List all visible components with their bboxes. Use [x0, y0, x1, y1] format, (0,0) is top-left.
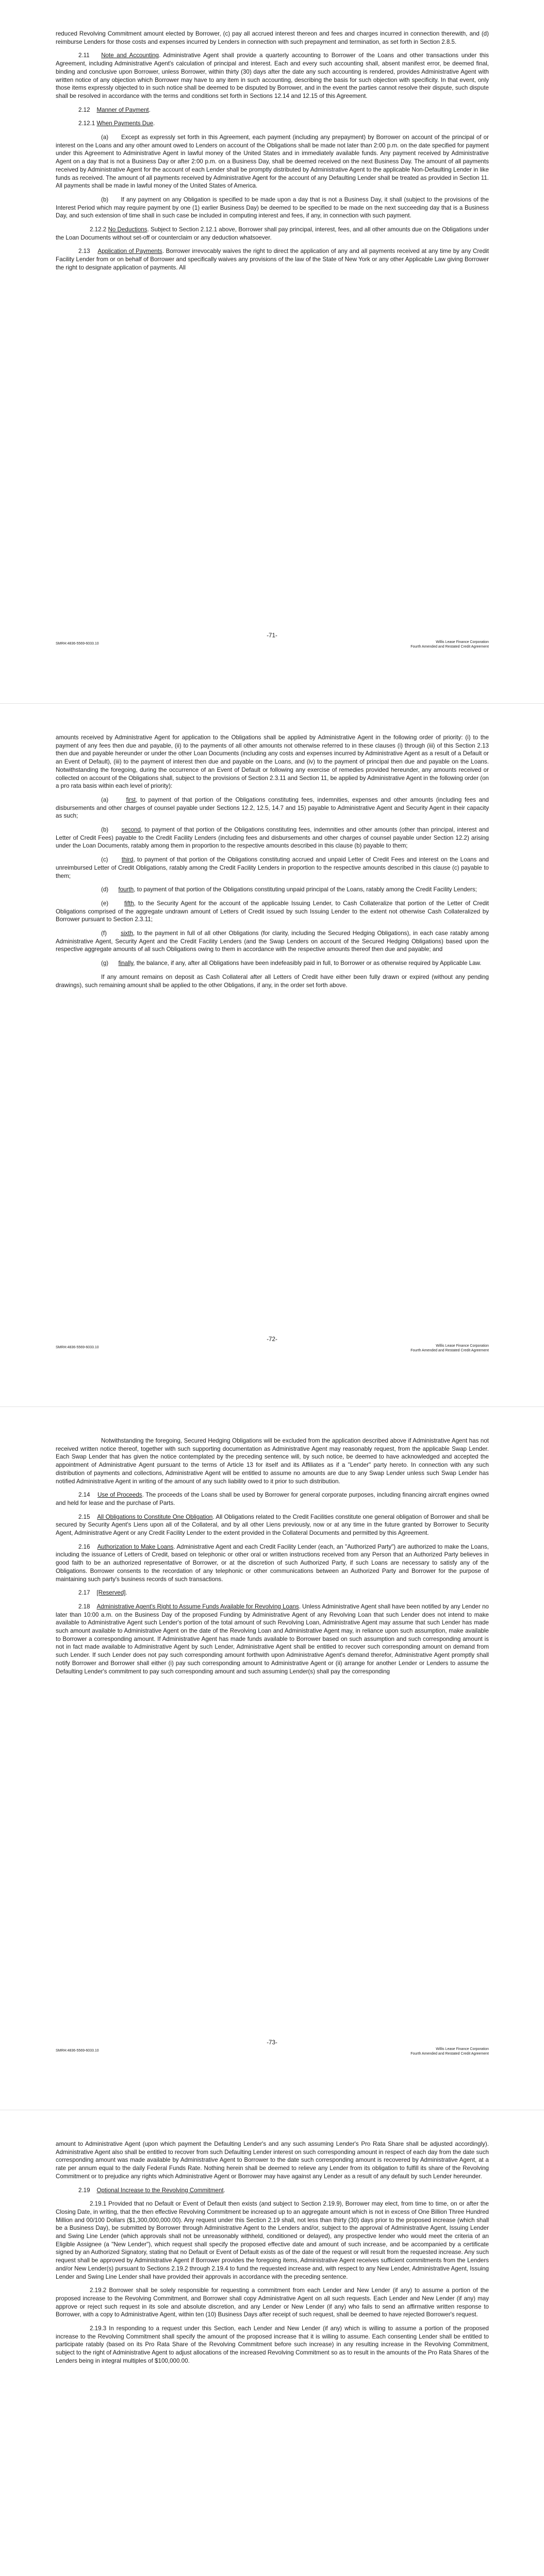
section-number: 2.12 [78, 106, 90, 113]
clause-text: , to the payment in full of all other Obligations (for clarity, including the Secured Hedging Obligations), in each case ratably among Administrative Agent, Security Agent and the Credit Facility Lenders (and the Swap Lenders on account of the Secured Hedging Obligations) based upon the respective aggregate amounts of all such Obligations owing to them in accordance with the respective amounts thereof then due and payable; and [56, 930, 489, 953]
section-number: 2.16 [78, 1543, 90, 1550]
footer-agreement: Fourth Amended and Restated Credit Agreement [410, 1349, 489, 1352]
clause-heading: fourth [118, 886, 134, 893]
section-text: . Administrative Agent and each Credit Facility Lender (each, an "Authorized Party") are authorized to make the Loans, including the issuance of Letters of Credit, based on telephonic or other oral or written instructions received from any Person that an Authorized Party believes in good faith to be an authorized representative of Borrower, or at the discretion of such Authorized Party, if such Loans are necessary to satisfy any of the Obligations. Borrower consents to the recordation of any telephonic or other communications between an Authorized Party and Borrower for the purpose of maintaining such party's business records of such transactions. [56, 1543, 489, 1583]
clause-text: , the balance, if any, after all Obligations have been indefeasibly paid in full, to Borrower or as otherwise required by Applicable Law. [133, 960, 482, 967]
clause-heading: second [121, 826, 141, 834]
document-page [0, 703, 544, 1407]
page-body [56, 30, 489, 278]
section-text: . [125, 1589, 127, 1597]
section-text: . [153, 120, 155, 127]
clause-b [56, 826, 489, 850]
document-page [0, 0, 544, 703]
section-text: In responding to a request under this Section, each Lender and New Lender (if any) which is willing to assume a portion of the proposed increase to the Revolving Commitment shall specify the amount of the proposed increase that it is willing to assume. Each consenting Lender shall be entitled to participate ratably (based on its Pro Rata Share of the Revolving Commitment before such increase) in any resulting increase in the Revolving Commitment, subject to the right of Administrative Agent to adjust allocations of the increased Revolving Commitment so as to result in the amounts of the Pro Rata Shares of the Lenders being in integral multiples of $100,000.00. [56, 2325, 489, 2364]
paragraph-text: Notwithstanding the foregoing, Secured Hedging Obligations will be excluded from the application described above if Administrative Agent has not received written notice thereof, together with such supporting documentation as Administrative Agent may reasonably request, from the applicable Swap Lender. Each Swap Lender that has given the notice contemplated by the preceding sentence will, by such notice, be deemed to have acknowledged and accepted the appointment of Administrative Agent pursuant to the terms of Article 13 for itself and its Affiliates as if a "Lender" party hereto. In connection with any such distribution of payments and collections, Administrative Agent will be entitled to assume no amounts are due to any Swap Lender unless such Swap Lender has notified Administrative Agent in writing of the amount of any such liability owed to it prior to such distribution. [56, 1437, 489, 1485]
section-2-12-1 [56, 120, 489, 128]
clause-number: (d) [101, 886, 109, 893]
footer-document-title [410, 2047, 489, 2056]
section-2-19-1 [56, 2200, 489, 2281]
page-number: -72- [267, 1336, 277, 1343]
clause-number: (g) [101, 960, 109, 967]
clause-heading: finally [118, 960, 134, 967]
section-heading: Use of Proceeds [97, 1492, 142, 1499]
section-heading: All Obligations to Constitute One Obligation [97, 1513, 213, 1520]
section-heading: No Deductions [108, 226, 147, 233]
paragraph-text: amount to Administrative Agent (upon which payment the Defaulting Lender's and any such assuming Lender's Pro Rata Share shall be adjusted accordingly). Administrative Agent also shall be entitled to recover from such Defaulting Lender interest on such corresponding amount in respect of each day from the date such corresponding amount was made available by Administrative Agent to Borrower to the date such corresponding amount is recovered by Administrative Agent, at a rate per annum equal to the daily Federal Funds Rate. Nothing herein shall be deemed to relieve any Lender from its obligation to fulfill its share of the Revolving Commitment or to prejudice any rights which Administrative Agent or Borrower may have against any Lender as a result of any default by such Lender hereunder. [56, 2141, 489, 2180]
section-text: . [223, 2187, 225, 2194]
section-2-11 [56, 52, 489, 100]
clause-text: If any payment on any Obligation is specified to be made upon a day that is not a Business Day, it shall (subject to the provisions of the Interest Period which may require payment by one (1) earlier Business Day) be deemed to be specified to be made on the next succeeding day that is a Business Day, and such extension of time shall in such case be included in computing interest and fees, if any, in connection with such payment. [56, 196, 489, 219]
clause-number: (e) [101, 900, 109, 907]
clause-heading: sixth [121, 930, 133, 937]
paragraph [56, 1437, 489, 1485]
document-id: SMRH:4836-5569-6033.10 [56, 1346, 99, 1349]
footer-company: Willis Lease Finance Corporation [436, 2047, 489, 2051]
section-number: 2.17 [78, 1589, 90, 1597]
section-heading: Administrative Agent's Right to Assume Funds Available for Revolving Loans [96, 1603, 299, 1610]
section-number: 2.19.2 [90, 2287, 107, 2294]
section-2-17 [56, 1589, 489, 1597]
clause-heading: first [126, 796, 136, 803]
paragraph-text: amounts received by Administrative Agent for application to the Obligations shall be applied by Administrative Agent in the following order of priority: (i) to the payment of any fees then due and payable, (ii) to the payments of all other amounts not otherwise referred to in these clauses (i) through (iii) of this Section 2.13 then due and payable hereunder or under the other Loan Documents (including any costs and expenses incurred by Administrative Agent as a result of a Default or an Event of Default), (iii) to the payment of interest then due and payable on the Loans, and (iv) to the payment of principal then due and payable on the Loans. Notwithstanding the foregoing, during the occurrence of an Event of Default or following any exercise of remedies provided hereunder, any amounts received or collected on account of the Obligations shall, subject to the provisions of Section 2.3.11 and Section 11, be applied by Administrative Agent in the following order (on a pro rata basis within each level of priority): [56, 734, 489, 790]
section-heading: Application of Payments [97, 248, 162, 255]
clause-number: (c) [101, 856, 108, 863]
section-heading: Manner of Payment [96, 106, 149, 113]
section-2-19-2 [56, 2286, 489, 2319]
section-text: . All Obligations related to the Credit Facilities constitute one general obligation of Borrower and shall be secured by Security Agent's Liens upon all of the Collateral, and by all other Liens previously, now or at any time in the future granted by Borrower to Security Agent, Administrative Agent or any Credit Facility Lender to the extent provided in the Collateral Documents and permitted by this Agreement. [56, 1513, 489, 1537]
clause-a [56, 796, 489, 820]
section-number: 2.19.3 [90, 2325, 107, 2332]
footer-document-title [410, 640, 489, 649]
clause-text: , to payment of that portion of the Obligations constituting accrued and unpaid Letter of Credit Fees and interest on the Loans and unreimbursed Letter of Credit Obligations, ratably among the Credit Facility Lenders in proportion to the respective amounts described in this clause (c) payable to them; [56, 856, 489, 879]
section-heading: When Payments Due [96, 120, 154, 127]
paragraph [56, 2140, 489, 2181]
section-text: . Unless Administrative Agent shall have been notified by any Lender no later than 10:00 a.m. on the Business Day of the proposed Funding by Administrative Agent of any Revolving Loan that such Lender does not intend to make available to Administrative Agent such Lender's portion of the total amount of such Revolving Loan, Administrative Agent may assume that such Lender has made such amount available to Administrative Agent on the date of the Revolving Loan and Administrative Agent may, in reliance upon such assumption, make available to Borrower a corresponding amount. If Administrative Agent has made funds available to Borrower based on such assumption and such corresponding amount is not in fact made available to Administrative Agent by such Lender, Administrative Agent shall be entitled to recover such corresponding amount on demand from such Lender. If such Lender does not pay such corresponding amount forthwith upon Administrative Agent's demand therefor, Administrative Agent promptly shall notify Borrower and Borrower shall either (i) pay such corresponding amount to Administrative Agent or (ii) arrange for another Lender or Lenders to assume the Defaulting Lender's commitment to pay such corresponding amount and such assuming Lender(s) shall pay the corresponding [56, 1603, 489, 1675]
page-number: -71- [267, 632, 277, 639]
section-number: 2.12.1 [78, 120, 95, 127]
footer-company: Willis Lease Finance Corporation [436, 640, 489, 644]
clause-d [56, 886, 489, 894]
section-heading: Authorization to Make Loans [97, 1543, 174, 1550]
clause-number: (a) [101, 796, 109, 803]
paragraph [56, 734, 489, 790]
clause-f [56, 929, 489, 954]
page-body [56, 1437, 489, 1681]
clause-text: Except as expressly set forth in this Agreement, each payment (including any prepayment) by Borrower on account of the principal of or interest on the Loans and any other amount owed to Lenders on account of the Obligations shall be made not later than 2:00 p.m. on the date specified for payment under this Agreement to Administrative Agent in lawful money of the United States and in immediately available funds. Any payment received by Administrative Agent on a day that is not a Business Day or after 2:00 p.m. on a Business Day, shall be deemed received on the next Business Day. The amount of all payments received by Administrative Agent for the account of each Lender shall be promptly distributed by Administrative Agent to the applicable Non-Defaulting Lender in like funds as received. The amount of all payments received by Administrative Agent for the account of any Defaulting Lender shall be treated as provided in Section 11. All payments shall be made in lawful money of the United States of America. [56, 134, 489, 190]
section-number: 2.12.2 [90, 226, 107, 233]
page-body [56, 734, 489, 995]
section-2-15 [56, 1513, 489, 1537]
clause-b [56, 196, 489, 220]
clause-number: (b) [101, 196, 109, 203]
section-2-12-2 [56, 226, 489, 242]
footer-company: Willis Lease Finance Corporation [436, 1344, 489, 1348]
section-number: 2.19.1 [90, 2200, 107, 2208]
clause-text: , to the Security Agent for the account of the applicable Issuing Lender, to Cash Collateralize that portion of the Letter of Credit Obligations comprised of the aggregate undrawn amount of Letters of Credit issued by such Issuing Lender to the extent not otherwise Cash Collateralized by Borrower pursuant to Section 2.3.11; [56, 900, 489, 923]
section-2-12 [56, 106, 489, 114]
clause-c [56, 856, 489, 880]
document-page [0, 1406, 544, 2110]
section-2-13 [56, 247, 489, 272]
section-number: 2.14 [78, 1492, 90, 1499]
clause-a [56, 133, 489, 190]
paragraph-text: If any amount remains on deposit as Cash Collateral after all Letters of Credit have either been fully drawn or expired (without any pending drawings), such remaining amount shall be applied to the other Obligations, if any, in the order set forth above. [56, 973, 489, 989]
section-text: Provided that no Default or Event of Default then exists (and subject to Section 2.19.9), Borrower may elect, from time to time, on or after the Closing Date, in writing, that the then effective Revolving Commitment be increased up to an aggregate amount which is not in excess of One Billion Three Hundred Million and 00/100 Dollars ($1,300,000,000.00). Any request under this Section 2.19 shall, not less than thirty (30) days prior to the proposed increase (which shall be a Business Day), be submitted by Borrower through Administrative Agent to the Lenders and/or, subject to the approval of Administrative Agent, Issuing Lender and Swing Line Lender (which approvals shall not be unreasonably withheld, conditioned or delayed), any prospective lender who would meet the criteria of an Eligible Assignee (a "New Lender"), which request shall specify the proposed effective date and amount of such increase, and be accompanied by a certificate signed by an Authorized Signatory, stating that no Default or Event of Default exists as of the date of the request or will result from the requested increase. Any such request shall be approved by Administrative Agent if Borrower provides the foregoing items, Administrative Agent receives sufficient commitments from the Lenders and/or New Lender(s) pursuant to Sections 2.19.2 through 2.19.4 to fund the requested increase and, with respect to any New Lender, Administrative Agent, Issuing Lender and Swing Line Lender shall have provided their approvals in accordance with the preceding sentence. [56, 2200, 489, 2280]
section-text: . The proceeds of the Loans shall be used by Borrower for general corporate purposes, including financing aircraft engines owned and held for lease and the purchase of Parts. [56, 1492, 489, 1506]
section-2-19 [56, 2187, 489, 2195]
document-id: SMRH:4836-5569-6033.10 [56, 2049, 99, 2053]
section-heading: [Reserved] [96, 1589, 126, 1597]
section-number: 2.13 [78, 248, 90, 255]
clause-e [56, 900, 489, 924]
section-number: 2.15 [78, 1513, 90, 1520]
section-2-16 [56, 1543, 489, 1584]
section-text: . Administrative Agent shall provide a quarterly accounting to Borrower of the Loans and other transactions under this Agreement, including Administrative Agent's calculation of principal and interest. Each and every such accounting shall, absent manifest error, be deemed final, binding and conclusive upon Borrower, unless Borrower, within thirty (30) days after the date any such accounting is rendered, provides Administrative Agent with written notice of any objection which Borrower may have to any item in such accounting, describing the basis for such objection with specificity. In that event, only those items expressly objected to in such notice shall be deemed to be disputed by Borrower, and in the event the parties cannot resolve their dispute, such dispute shall be resolved in accordance with the terms and conditions set forth in Sections 12.14 and 12.15 of this Agreement. [56, 52, 489, 99]
document-id: SMRH:4836-5569-6033.10 [56, 642, 99, 646]
section-2-18 [56, 1603, 489, 1675]
section-text: Borrower shall be solely responsible for requesting a commitment from each Lender and New Lender (if any) to assume a portion of the proposed increase to the Revolving Commitment, and Borrower shall copy Administrative Agent on all such requests. Each Lender and New Lender (if any) may approve or reject such request in its sole and absolute discretion, and any Lender or New Lender (if any) who fails to send an affirmative written response to Borrower, with a copy to Administrative Agent, within ten (10) Business Days after receipt of such request, shall be deemed to have rejected Borrower's request. [56, 2287, 489, 2318]
footer-document-title [410, 1344, 489, 1353]
clause-text: , to payment of that portion of the Obligations constituting fees, indemnities, expenses and other amounts (including fees and disbursements and other charges of counsel payable under Sections 12.2, 12.5, 14.7 and 15) payable to Administrative Agent and Security Agent in their capacity as such; [56, 796, 489, 820]
footer-agreement: Fourth Amended and Restated Credit Agreement [410, 2052, 489, 2056]
section-2-14 [56, 1491, 489, 1507]
section-number: 2.18 [78, 1603, 90, 1610]
clause-heading: fifth [124, 900, 134, 907]
paragraph [56, 973, 489, 989]
footer-agreement: Fourth Amended and Restated Credit Agreement [410, 645, 489, 649]
clause-text: , to payment of that portion of the Obligations constituting unpaid principal of the Loans, ratably among the Credit Facility Lenders; [134, 886, 477, 893]
document-page [0, 2110, 544, 2576]
section-number: 2.11 [78, 52, 90, 59]
clause-heading: third [121, 856, 134, 863]
clause-text: , to payment of that portion of the Obligations constituting fees, indemnities and other amounts (other than principal, interest and Letter of Credit Fees) payable to the Credit Facility Lenders (including fees and disbursements and other charges of counsel payable under Section 12.2) arising under the Loan Documents, ratably among them in proportion to the respective amounts described in this clause (b) payable to them; [56, 826, 489, 850]
section-text: . Subject to Section 2.12.1 above, Borrower shall pay principal, interest, fees, and all other amounts due on the Obligations under the Loan Documents without set-off or counterclaim or any deduction whatsoever. [56, 226, 489, 241]
page-body [56, 2140, 489, 2371]
section-text: . [149, 106, 151, 113]
section-heading: Note and Accounting [101, 52, 159, 59]
paragraph-text: reduced Revolving Commitment amount elected by Borrower, (c) pay all accrued interest thereon and fees and charges incurred in connection therewith, and (d) reimburse Lenders for those costs and expenses incurred by Lenders in connection with such prepayment and termination, as set forth in Section 2.8.5. [56, 30, 489, 45]
section-text: . Borrower irrevocably waives the right to direct the application of any and all payments received at any time by any Credit Facility Lender from or on behalf of Borrower and specifically waives any provisions of the law of the State of New York or any other Applicable Law giving Borrower the right to designate application of payments. All [56, 248, 489, 271]
section-2-19-3 [56, 2325, 489, 2365]
clause-number: (b) [101, 826, 109, 834]
clause-number: (a) [101, 134, 109, 141]
paragraph [56, 30, 489, 46]
section-heading: Optional Increase to the Revolving Commitment [96, 2187, 224, 2194]
section-number: 2.19 [78, 2187, 90, 2194]
clause-number: (f) [101, 930, 107, 937]
clause-g [56, 959, 489, 968]
page-number: -73- [267, 2039, 277, 2046]
